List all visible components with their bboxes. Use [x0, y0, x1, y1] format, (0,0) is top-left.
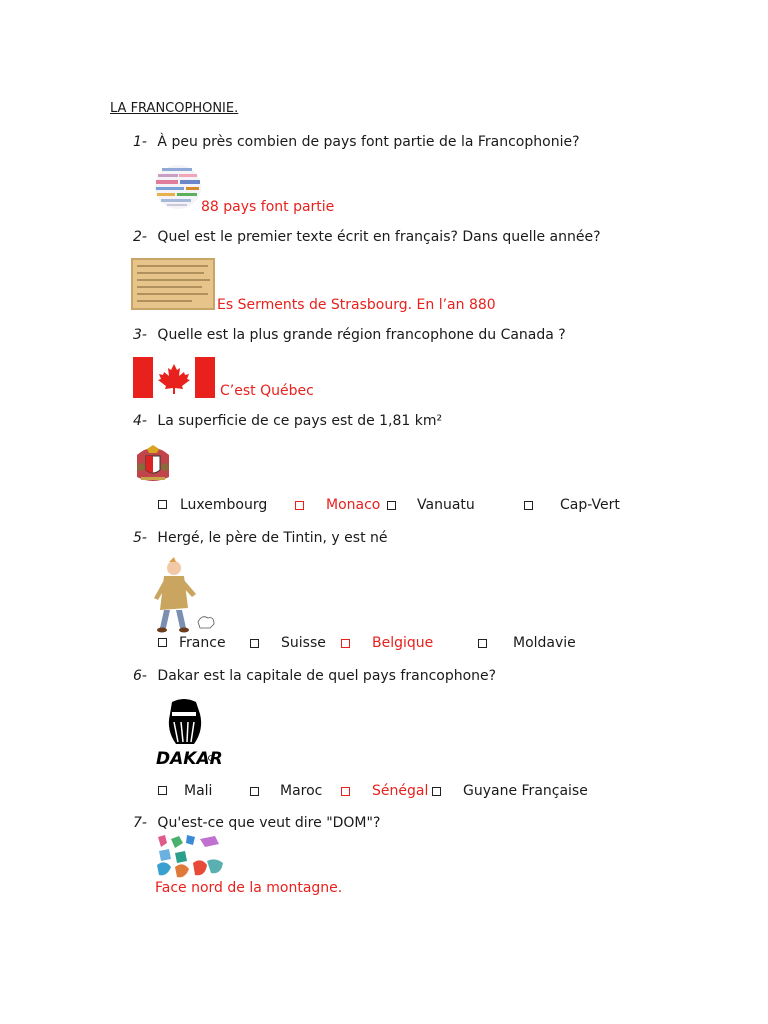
answer-3: C’est Québec [220, 383, 314, 399]
checkbox[interactable] [158, 786, 167, 795]
option-label: Guyane Française [463, 783, 588, 799]
option-label: Suisse [281, 635, 326, 651]
question-text: À peu près combien de pays font partie de la Francophonie? [157, 134, 580, 150]
option-row-5 [158, 635, 576, 651]
dakar-logo-text: DAKAR [156, 749, 223, 769]
question-7 [133, 815, 380, 831]
tintin-and-snowy-image [150, 558, 220, 636]
question-2 [133, 229, 601, 245]
checkbox[interactable] [432, 787, 441, 796]
checkbox-checked[interactable] [295, 501, 304, 510]
option-label-selected: Monaco [326, 497, 381, 513]
question-number: 7- [133, 815, 147, 831]
option-label-selected: Belgique [372, 635, 434, 651]
checkbox-checked[interactable] [341, 787, 350, 796]
answer-2: Es Serments de Strasbourg. En l’an 880 [217, 297, 496, 313]
checkbox[interactable] [387, 501, 396, 510]
word-cloud-globe-image [153, 163, 203, 211]
checkbox[interactable] [250, 639, 259, 648]
checkbox[interactable] [250, 787, 259, 796]
question-text: Qu'est-ce que veut dire "DOM"? [157, 815, 381, 831]
option-label: Cap-Vert [560, 497, 620, 513]
dom-territories-map-image [155, 833, 225, 881]
checkbox[interactable] [524, 501, 533, 510]
option-row-4 [158, 497, 620, 513]
checkbox[interactable] [158, 638, 167, 647]
monaco-coat-of-arms-image [133, 443, 173, 485]
option-label-selected: Sénégal [372, 783, 429, 799]
question-text: Quelle est la plus grande région francophone du Canada ? [157, 327, 566, 343]
dakar-rally-logo-image [154, 700, 223, 770]
question-text: La superficie de ce pays est de 1,81 km² [157, 413, 443, 429]
option-row-6 [158, 783, 588, 799]
checkbox[interactable] [158, 500, 167, 509]
question-number: 3- [133, 327, 147, 343]
question-1 [133, 134, 580, 150]
canada-flag-image [133, 357, 215, 398]
question-text: Dakar est la capitale de quel pays francophone? [157, 668, 497, 684]
option-label: France [179, 635, 226, 651]
answer-7: Face nord de la montagne. [155, 880, 343, 896]
question-number: 4- [133, 413, 147, 429]
question-number: 2- [133, 229, 147, 245]
question-4 [133, 413, 442, 429]
question-number: 1- [133, 134, 147, 150]
question-6 [133, 668, 496, 684]
option-label: Luxembourg [180, 497, 268, 513]
question-number: 5- [133, 530, 147, 546]
answer-1: 88 pays font partie [201, 199, 335, 215]
manuscript-image [132, 259, 214, 309]
checkbox-checked[interactable] [341, 639, 350, 648]
option-label: Moldavie [513, 635, 576, 651]
question-3 [133, 327, 566, 343]
question-text: Quel est le premier texte écrit en français? Dans quelle année? [157, 229, 601, 245]
question-number: 6- [133, 668, 147, 684]
question-text: Hergé, le père de Tintin, y est né [157, 530, 388, 546]
option-label: Vanuatu [417, 497, 475, 513]
checkbox[interactable] [478, 639, 487, 648]
option-label: Mali [184, 783, 213, 799]
page-title: LA FRANCOPHONIE. [110, 101, 239, 116]
question-5 [133, 530, 388, 546]
option-label: Maroc [280, 783, 323, 799]
